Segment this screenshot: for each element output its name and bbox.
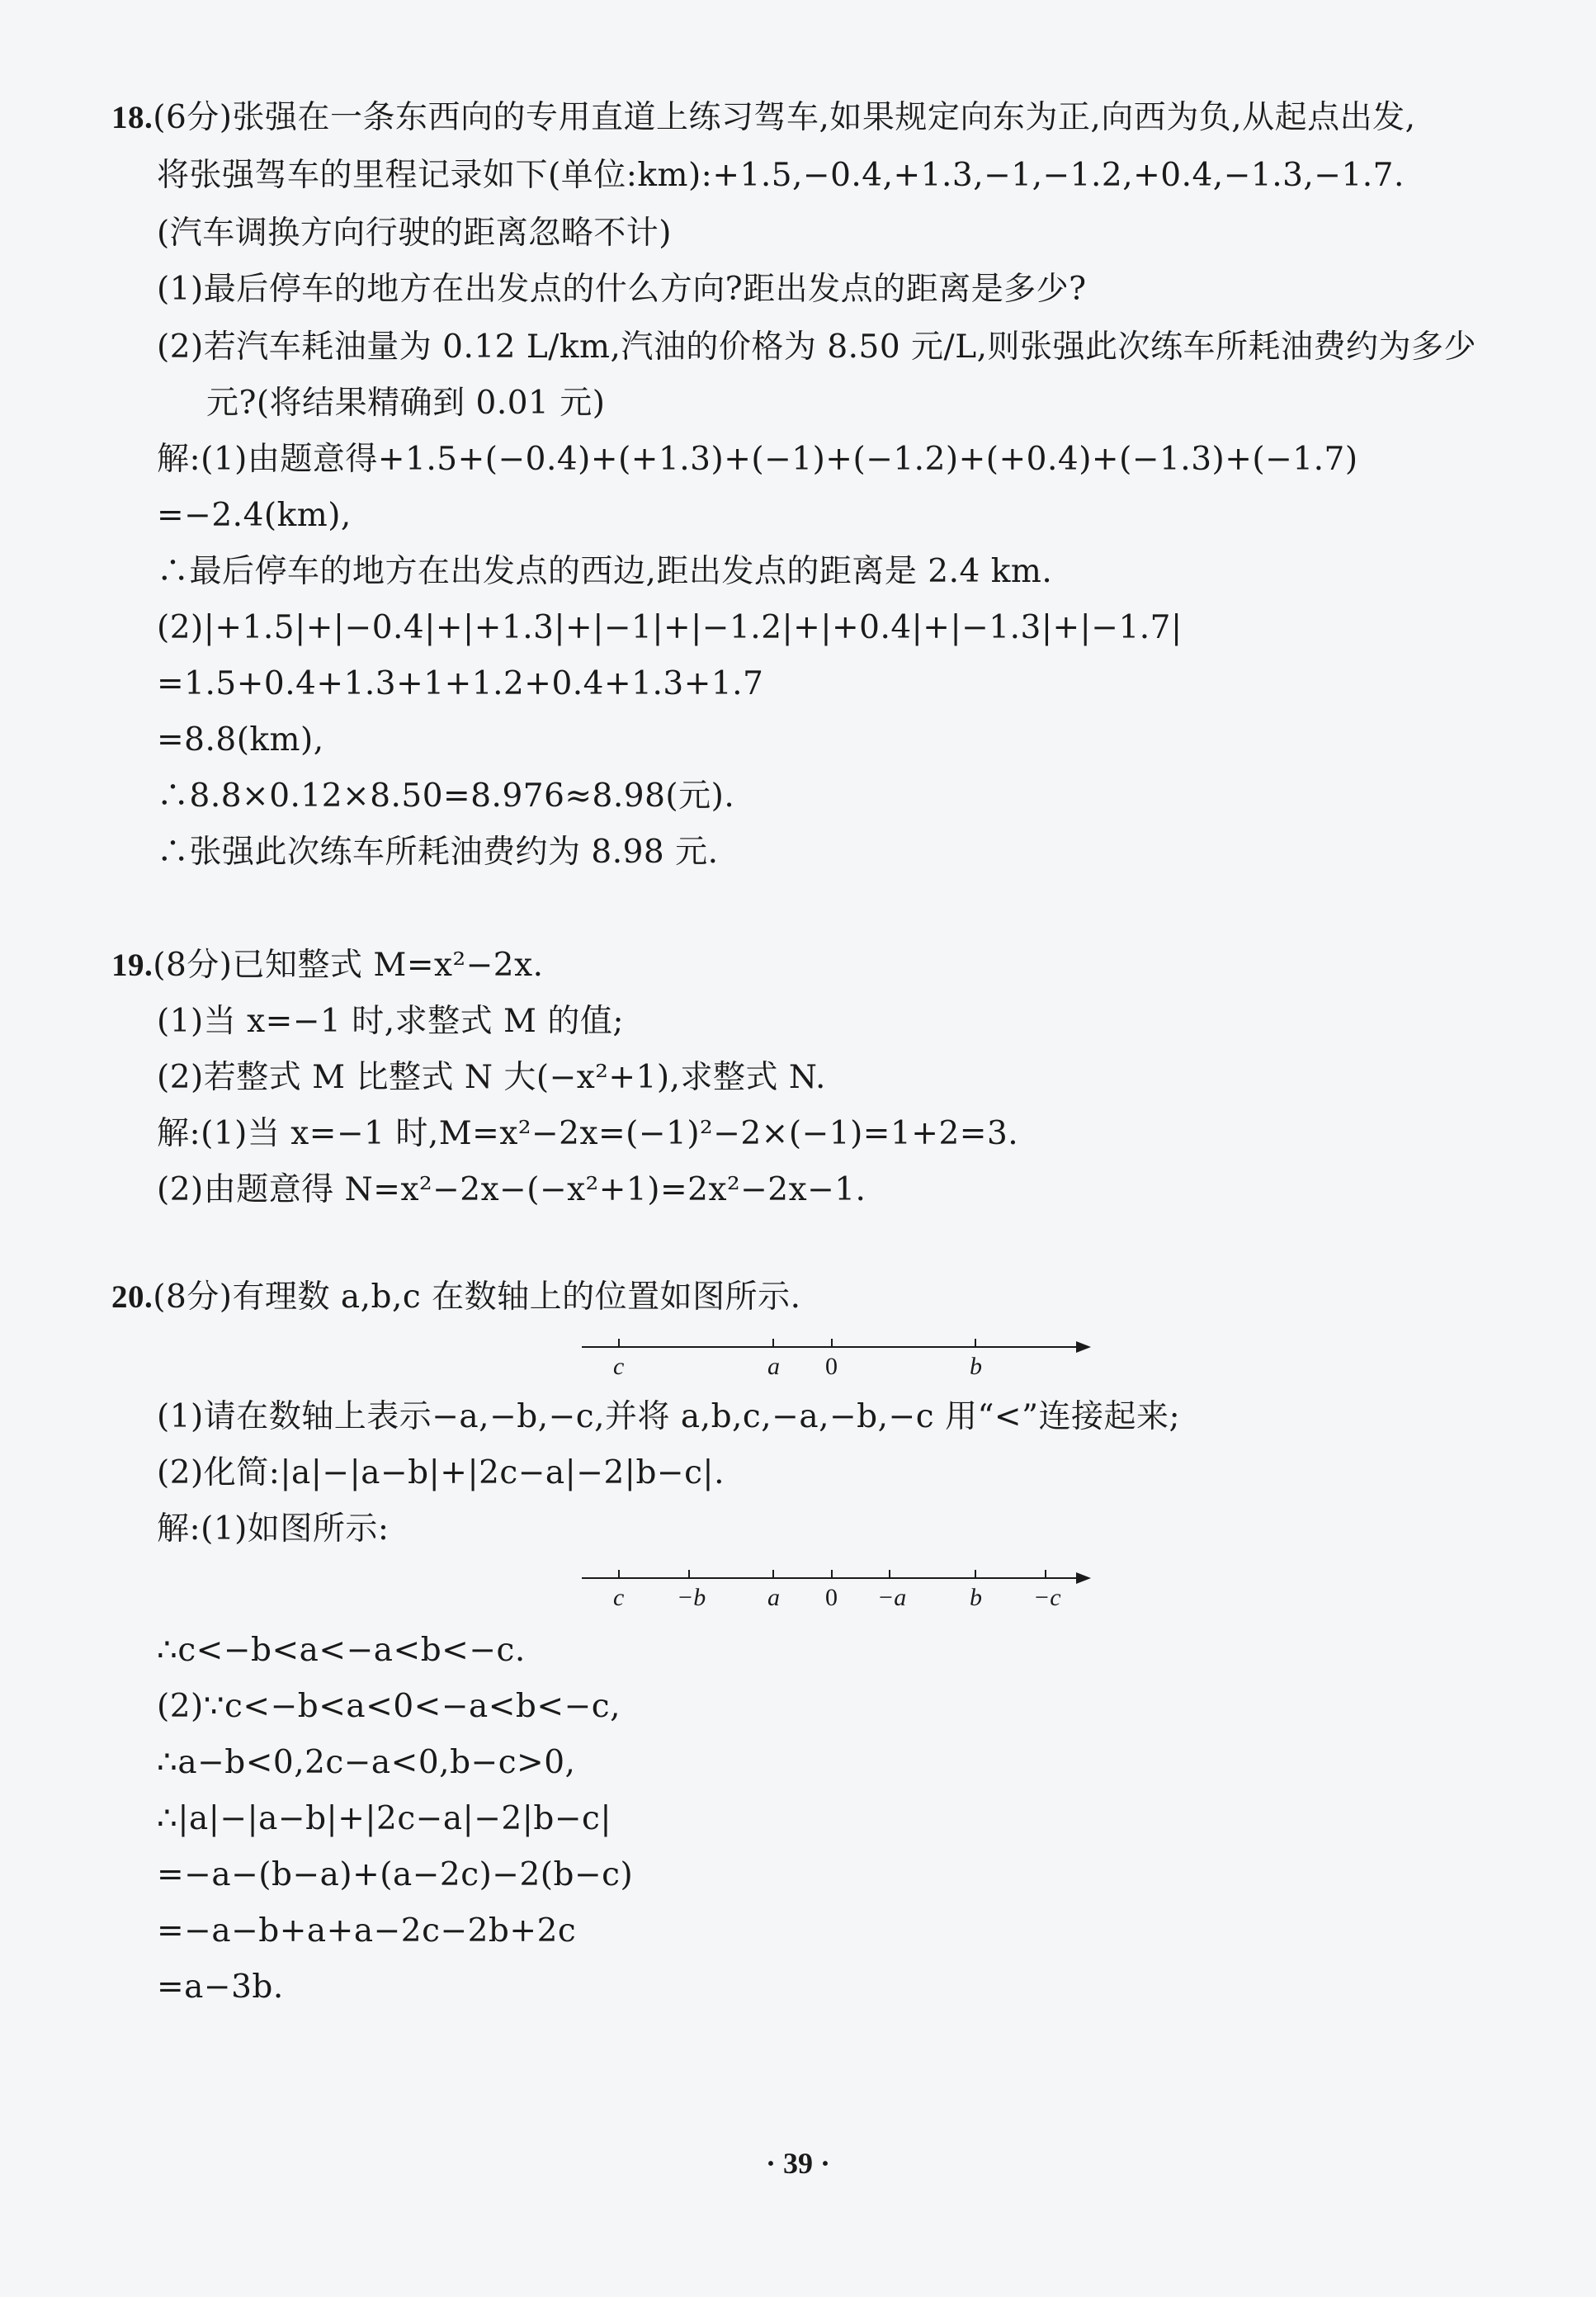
label-b: b <box>970 1584 982 1611</box>
q19-sol1: 解:(1)当 x=−1 时,M=x²−2x=(−1)²−2×(−1)=1+2=3. <box>157 1115 1019 1152</box>
axis-arrow <box>1076 1341 1091 1353</box>
label-zero: 0 <box>825 1584 838 1611</box>
label-c: c <box>613 1353 625 1380</box>
q18-sol8: ∴张强此次练车所耗油费约为 8.98 元. <box>157 834 719 871</box>
label-a: a <box>767 1584 780 1611</box>
q18-sol4: (2)|+1.5|+|−0.4|+|+1.3|+|−1|+|−1.2|+|+0.4|+|−1.3|+|−1.7| <box>157 609 1183 646</box>
q20-sol2: (2)∵c<−b<a<0<−a<b<−c, <box>157 1688 621 1725</box>
q18-line2: 将张强驾车的里程记录如下(单位:km):+1.5,−0.4,+1.3,−1,−1.2,+0.4,−1.3,−1.7. <box>157 157 1405 194</box>
q20-sol5: =−a−(b−a)+(a−2c)−2(b−c) <box>157 1856 634 1893</box>
q20-part2: (2)化简:|a|−|a−b|+|2c−a|−2|b−c|. <box>157 1454 725 1491</box>
q19-header-text: (8分)已知整式 M=x²−2x. <box>153 947 544 984</box>
q18-sol3: ∴最后停车的地方在出发点的西边,距出发点的距离是 2.4 km. <box>157 553 1053 590</box>
q19-part2: (2)若整式 M 比整式 N 大(−x²+1),求整式 N. <box>157 1059 826 1096</box>
q20-header-text: (8分)有理数 a,b,c 在数轴上的位置如图所示. <box>153 1278 801 1316</box>
q19-sol2: (2)由题意得 N=x²−2x−(−x²+1)=2x²−2x−1. <box>157 1171 866 1208</box>
q18-sol7: ∴8.8×0.12×8.50=8.976≈8.98(元). <box>157 777 735 815</box>
q20-number: 20. <box>111 1279 153 1315</box>
axis-arrow <box>1076 1572 1091 1584</box>
q20-sol3: ∴a−b<0,2c−a<0,b−c>0, <box>157 1744 576 1781</box>
number-line-question <box>578 1329 1098 1387</box>
label-b: b <box>970 1353 982 1380</box>
q18-part2b: 元?(将结果精确到 0.01 元) <box>206 385 606 422</box>
q20-part1: (1)请在数轴上表示−a,−b,−c,并将 a,b,c,−a,−b,−c 用“<”连接起来; <box>157 1398 1181 1435</box>
q20-sol7: =a−3b. <box>157 1969 284 2006</box>
q18-number: 18. <box>111 100 153 135</box>
q18-sol6: =8.8(km), <box>157 721 324 759</box>
q18-sol5: =1.5+0.4+1.3+1+1.2+0.4+1.3+1.7 <box>157 665 764 702</box>
q18-header-text: (6分)张强在一条东西向的专用直道上练习驾车,如果规定向东为正,向西为负,从起点出发, <box>153 99 1416 136</box>
label-a: a <box>767 1353 780 1380</box>
label-zero: 0 <box>825 1353 838 1380</box>
q18-header <box>111 97 1416 139</box>
q19-number: 19. <box>111 948 153 983</box>
label-neg-a: −a <box>877 1584 907 1611</box>
q18-line3: (汽车调换方向行驶的距离忽略不计) <box>157 215 672 252</box>
q20-header <box>111 1277 801 1318</box>
label-c: c <box>613 1584 625 1611</box>
q20-sol-intro: 解:(1)如图所示: <box>157 1510 390 1548</box>
label-neg-c: −c <box>1033 1584 1061 1611</box>
page-number: · 39 · <box>765 2147 830 2180</box>
q20-sol4: ∴|a|−|a−b|+|2c−a|−2|b−c| <box>157 1800 611 1837</box>
q18-part1: (1)最后停车的地方在出发点的什么方向?距出发点的距离是多少? <box>157 271 1087 308</box>
number-line-solution <box>578 1560 1098 1618</box>
q20-sol1: ∴c<−b<a<−a<b<−c. <box>157 1632 526 1669</box>
q18-part2a: (2)若汽车耗油量为 0.12 L/km,汽油的价格为 8.50 元/L,则张强此次练车所耗油费约为多少 <box>157 328 1476 366</box>
q18-sol2: =−2.4(km), <box>157 497 352 534</box>
q20-sol6: =−a−b+a+a−2c−2b+2c <box>157 1912 577 1950</box>
q19-part1: (1)当 x=−1 时,求整式 M 的值; <box>157 1003 624 1040</box>
q18-sol1: 解:(1)由题意得+1.5+(−0.4)+(+1.3)+(−1)+(−1.2)+(+0.4)+(−1.3)+(−1.7) <box>157 441 1358 478</box>
q19-header <box>111 945 544 986</box>
label-neg-b: −b <box>677 1584 706 1611</box>
